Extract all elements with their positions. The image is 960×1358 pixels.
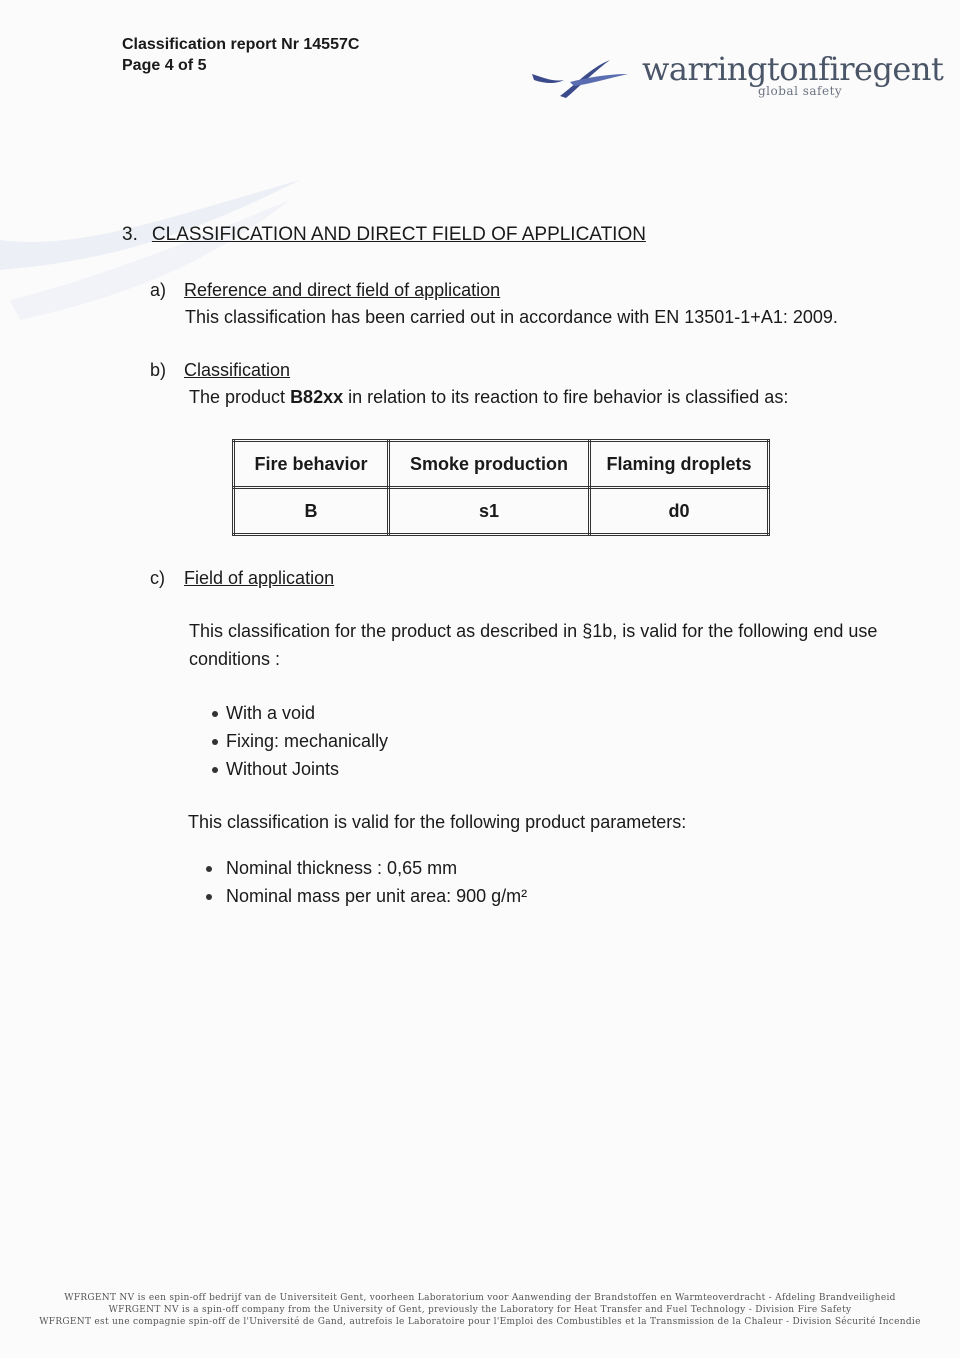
company-logo: [530, 50, 944, 106]
footer-line-dutch: WFRGENT NV is een spin-off bedrijf van de Universiteit Gent, voorheen Laboratorium voor Aanwending der Brandstoffen en Warmteoverdracht - Afdeling Brandveiligheid: [64, 1293, 896, 1303]
logo-brand-text: warringtonfiregent: [642, 50, 944, 88]
part-b-letter: b): [150, 360, 167, 380]
list-item: With a void: [210, 699, 388, 727]
part-b-text: [189, 383, 788, 411]
logo-tagline: global safety: [758, 84, 843, 98]
product-parameters-list: [202, 854, 527, 910]
footer-line-french: WFRGENT est une compagnie spin-off de l'Université de Gand, autrefois le Laboratoire pour l'Emploi des Combustibles et la Transmission de la Chaleur - Division Sécurité Incendie: [39, 1317, 921, 1327]
params-intro: This classification is valid for the following product parameters:: [188, 812, 687, 832]
list-item: Nominal mass per unit area: 900 g/m²: [202, 882, 527, 910]
report-title: Classification report Nr 14557C: [122, 36, 360, 53]
header-flaming-droplets: Flaming droplets: [590, 441, 769, 488]
classification-table: [232, 439, 770, 536]
value-smoke-production: s1: [389, 488, 590, 535]
part-c-heading: Field of application: [184, 568, 335, 588]
header-smoke-production: Smoke production: [389, 441, 590, 488]
header-fire-behavior: Fire behavior: [234, 441, 389, 488]
value-flaming-droplets: d0: [590, 488, 769, 535]
part-a-text: This classification has been carried out in accordance with EN 13501-1+A1: 2009.: [185, 307, 838, 327]
part-b-text-before: The product: [189, 387, 291, 407]
section-heading: CLASSIFICATION AND DIRECT FIELD OF APPLICATION: [151, 224, 646, 245]
part-a-heading: Reference and direct field of application: [184, 280, 501, 300]
part-c-intro: This classification for the product as described in §1b, is valid for the following end use conditions :: [189, 621, 878, 669]
part-c-letter: c): [150, 568, 165, 588]
section-number: 3.: [122, 224, 138, 245]
logo-swoosh-icon: [530, 56, 630, 100]
table-value-row: [234, 488, 769, 535]
part-b-heading: Classification: [184, 360, 291, 380]
part-a-letter: a): [150, 280, 167, 300]
footer-legal: [0, 1292, 960, 1328]
list-item: Without Joints: [210, 755, 388, 783]
list-item: Nominal thickness : 0,65 mm: [202, 854, 527, 882]
part-b-text-after: in relation to its reaction to fire behavior is classified as:: [343, 387, 789, 407]
value-fire-behavior: B: [234, 488, 389, 535]
page-number: Page 4 of 5: [122, 57, 207, 74]
end-use-conditions-list: [210, 699, 388, 783]
product-name: B82xx: [290, 387, 344, 407]
footer-line-english: WFRGENT NV is a spin-off company from the University of Gent, previously the Laboratory for Heat Transfer and Fuel Technology - Division Fire Safety: [108, 1305, 852, 1315]
list-item: Fixing: mechanically: [210, 727, 388, 755]
report-header: [122, 34, 359, 76]
section-title: [122, 224, 646, 246]
table-header-row: [234, 441, 769, 488]
